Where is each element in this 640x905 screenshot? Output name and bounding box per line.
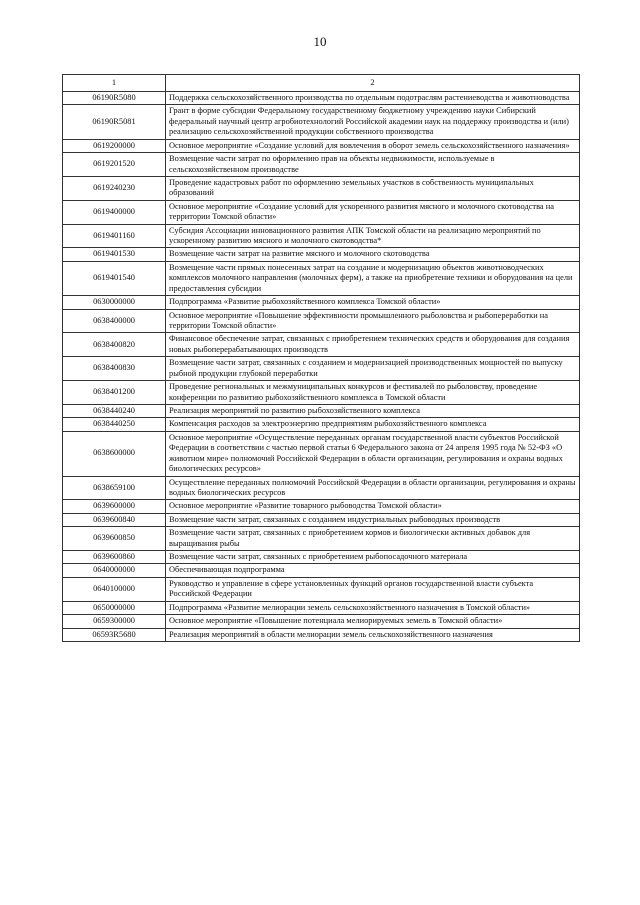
table-row: [63, 476, 580, 500]
row-code: 0638659100: [63, 476, 166, 500]
table-body: [63, 92, 580, 642]
table-row: [63, 404, 580, 417]
table-row: [63, 224, 580, 248]
row-name: Возмещение части затрат, связанных с приобретением кормов и биологически активных добавок для выращивания рыбы: [166, 527, 580, 551]
column-header-code: 1: [63, 75, 166, 92]
table-row: [63, 527, 580, 551]
row-code: 0619400000: [63, 200, 166, 224]
row-name: Субсидия Ассоциации инновационного развития АПК Томской области на реализацию мероприятий по ускоренному развитию мясного и молочного скотоводства*: [166, 224, 580, 248]
row-code: 0619401160: [63, 224, 166, 248]
row-code: 0638400830: [63, 357, 166, 381]
row-name: Возмещение части прямых понесенных затрат на создание и модернизацию объектов животноводческих комплексов молочного направления (молочных ферм), а также на приобретение техники и оборудования на цели предоставления субсидии: [166, 261, 580, 295]
row-name: Реализация мероприятий по развитию рыбохозяйственного комплекса: [166, 404, 580, 417]
table-row: [63, 431, 580, 476]
row-name: Компенсация расходов за электроэнергию предприятиям рыбохозяйственного комплекса: [166, 418, 580, 431]
row-code: 0630000000: [63, 296, 166, 309]
table-row: [63, 357, 580, 381]
table-row: [63, 176, 580, 200]
row-name: Подпрограмма «Развитие мелиорации земель сельскохозяйственного назначения в Томской области»: [166, 601, 580, 614]
row-code: 0619401540: [63, 261, 166, 295]
row-name: Возмещение части затрат по оформлению прав на объекты недвижимости, используемые в сельскохозяйственном производстве: [166, 153, 580, 177]
row-code: 0639600840: [63, 513, 166, 526]
row-code: 06190R5080: [63, 92, 166, 105]
table-row: [63, 139, 580, 152]
row-code: 0619200000: [63, 139, 166, 152]
row-code: 0619240230: [63, 176, 166, 200]
row-code: 0638600000: [63, 431, 166, 476]
row-name: Возмещение части затрат, связанных с созданием индустриальных рыбоводных производств: [166, 513, 580, 526]
row-code: 0659300000: [63, 615, 166, 628]
table-row: [63, 248, 580, 261]
row-code: 0638440240: [63, 404, 166, 417]
table-header-row: [63, 75, 580, 92]
row-name: Основное мероприятие «Повышение эффективности промышленного рыболовства и рыбопереработки на территории Томской области»: [166, 309, 580, 333]
row-name: Проведение региональных и межмуниципальных конкурсов и фестивалей по рыболовству, проведение конференции по развитию рыбохозяйственного комплекса в Томской области: [166, 381, 580, 405]
row-code: 0639600860: [63, 551, 166, 564]
table-row: [63, 261, 580, 295]
row-name: Основное мероприятие «Повышение потенциала мелиорируемых земель в Томской области»: [166, 615, 580, 628]
row-code: 0619201520: [63, 153, 166, 177]
row-code: 0640000000: [63, 564, 166, 577]
row-name: Руководство и управление в сфере установленных функций органов государственной власти субъекта Российской Федерации: [166, 577, 580, 601]
row-code: 0639600850: [63, 527, 166, 551]
table-row: [63, 418, 580, 431]
page-number: 10: [313, 34, 327, 49]
table-row: [63, 92, 580, 105]
row-name: Подпрограмма «Развитие рыбохозяйственного комплекса Томской области»: [166, 296, 580, 309]
column-header-name: 2: [166, 75, 580, 92]
table-row: [63, 105, 580, 139]
row-code: 0639600000: [63, 500, 166, 513]
table-row: [63, 577, 580, 601]
table-row: [63, 513, 580, 526]
row-code: 0638400820: [63, 333, 166, 357]
table-row: [63, 333, 580, 357]
row-code: 0638401200: [63, 381, 166, 405]
table-row: [63, 500, 580, 513]
row-name: Проведение кадастровых работ по оформлению земельных участков в собственность муниципальных образований: [166, 176, 580, 200]
row-code: 0638440250: [63, 418, 166, 431]
row-code: 0619401530: [63, 248, 166, 261]
table-row: [63, 381, 580, 405]
row-name: Возмещение части затрат, связанных с созданием и модернизацией производственных мощностей по выпуску рыбной продукции глубокой переработки: [166, 357, 580, 381]
row-name: Обеспечивающая подпрограмма: [166, 564, 580, 577]
row-code: 0650000000: [63, 601, 166, 614]
row-code: 06190R5081: [63, 105, 166, 139]
row-name: Реализация мероприятий в области мелиорации земель сельскохозяйственного назначения: [166, 628, 580, 641]
row-name: Финансовое обеспечение затрат, связанных с приобретением технических средств и оборудования для создания новых рыбоперерабатывающих производств: [166, 333, 580, 357]
table-row: [63, 309, 580, 333]
row-code: 06593R5680: [63, 628, 166, 641]
row-name: Грант в форме субсидии Федеральному государственному бюджетному учреждению науки Сибирский федеральный научный центр агробиотехнологий Российской академии наук на поддержку производства и (или) реализацию сельскохозяйственной продукции собственного производства: [166, 105, 580, 139]
row-name: Осуществление переданных полномочий Российской Федерации в области организации, регулирования и охраны водных биологических ресурсов: [166, 476, 580, 500]
table-row: [63, 564, 580, 577]
table-row: [63, 551, 580, 564]
row-name: Поддержка сельскохозяйственного производства по отдельным подотраслям растениеводства и животноводства: [166, 92, 580, 105]
row-code: 0640100000: [63, 577, 166, 601]
row-name: Возмещение части затрат на развитие мясного и молочного скотоводства: [166, 248, 580, 261]
table-row: [63, 615, 580, 628]
row-name: Основное мероприятие «Создание условий для ускоренного развития мясного и молочного скотоводства на территории Томской области»: [166, 200, 580, 224]
classifier-table: [62, 74, 580, 642]
table-row: [63, 628, 580, 641]
table-row: [63, 601, 580, 614]
table-row: [63, 200, 580, 224]
row-name: Основное мероприятие «Создание условий для вовлечения в оборот земель сельскохозяйственного назначения»: [166, 139, 580, 152]
table-row: [63, 296, 580, 309]
row-name: Основное мероприятие «Развитие товарного рыбоводства Томской области»: [166, 500, 580, 513]
row-name: Возмещение части затрат, связанных с приобретением рыбопосадочного материала: [166, 551, 580, 564]
row-code: 0638400000: [63, 309, 166, 333]
row-name: Основное мероприятие «Осуществление переданных органам государственной власти субъектов Российской Федерации в соответствии с частью первой статьи 6 Федерального закона от 24 апреля 1995 года № 52-ФЗ «О животном мире» полномочий Российской Федерации в области организации, регулирования и охраны водных биологических ресурсов»: [166, 431, 580, 476]
table-row: [63, 153, 580, 177]
